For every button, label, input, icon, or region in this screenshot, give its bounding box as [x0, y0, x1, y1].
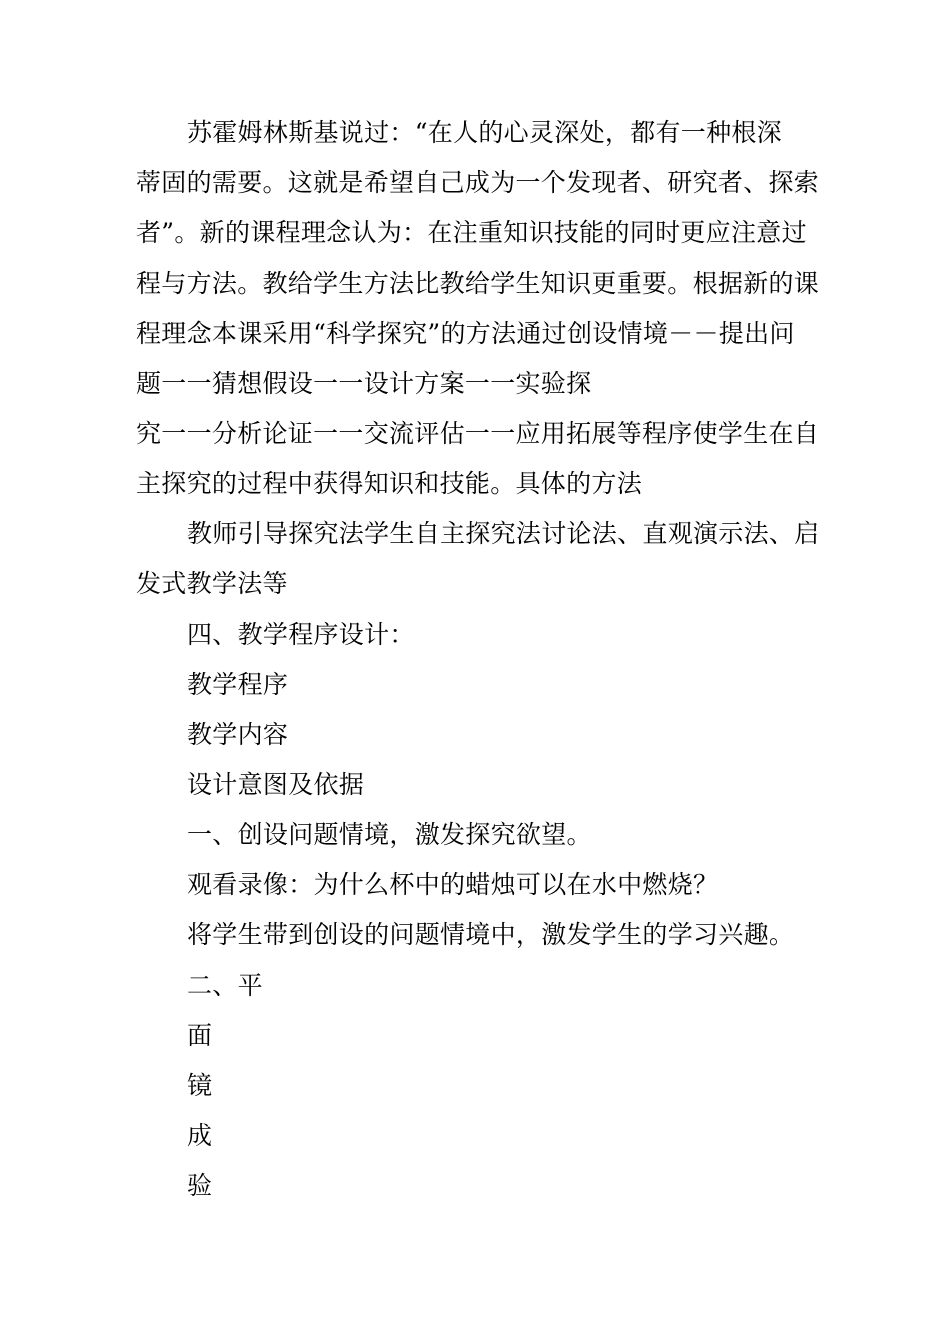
paragraph-line: 观看录像：为什么杯中的蜡烛可以在水中燃烧？: [187, 870, 719, 899]
paragraph-line: 发式教学法等: [136, 569, 288, 598]
paragraph-line: 者”。新的课程理念认为：在注重知识技能的同时更应注意过: [136, 218, 807, 247]
paragraph-line: 蒂固的需要。这就是希望自己成为一个发现者、研究者、探索: [136, 168, 820, 197]
paragraph-line: 究一一分析论证一一交流评估一一应用拓展等程序使学生在自: [136, 419, 820, 448]
table-cell-text: 设计意图及依据: [187, 770, 365, 799]
paragraph-line: 镜: [187, 1071, 213, 1100]
paragraph-line: 题一一猜想假设一一设计方案一一实验探: [136, 369, 592, 398]
paragraph-line: 将学生带到创设的问题情境中，激发学生的学习兴趣。: [187, 920, 795, 949]
paragraph-line: 面: [187, 1021, 213, 1050]
paragraph-line: 验: [187, 1171, 213, 1200]
paragraph-line: 程理念本课采用“科学探究”的方法通过创设情境－－提出问: [136, 319, 795, 348]
table-cell-text: 教学内容: [187, 720, 289, 749]
paragraph-line: 教师引导探究法学生自主探究法讨论法、直观演示法、启: [187, 519, 820, 548]
paragraph-line: 苏霍姆林斯基说过：“在人的心灵深处，都有一种根深: [187, 118, 782, 147]
paragraph-line: 成: [187, 1121, 213, 1150]
table-cell-text: 教学程序: [187, 670, 289, 699]
paragraph-line: 程与方法。教给学生方法比教给学生知识更重要。根据新的课: [136, 269, 820, 298]
paragraph-line: 一、创设问题情境，激发探究欲望。: [187, 820, 592, 849]
paragraph-line: 二、平: [187, 971, 263, 1000]
section-heading: 四、教学程序设计：: [187, 620, 415, 649]
paragraph-line: 主探究的过程中获得知识和技能。具体的方法: [136, 469, 643, 498]
